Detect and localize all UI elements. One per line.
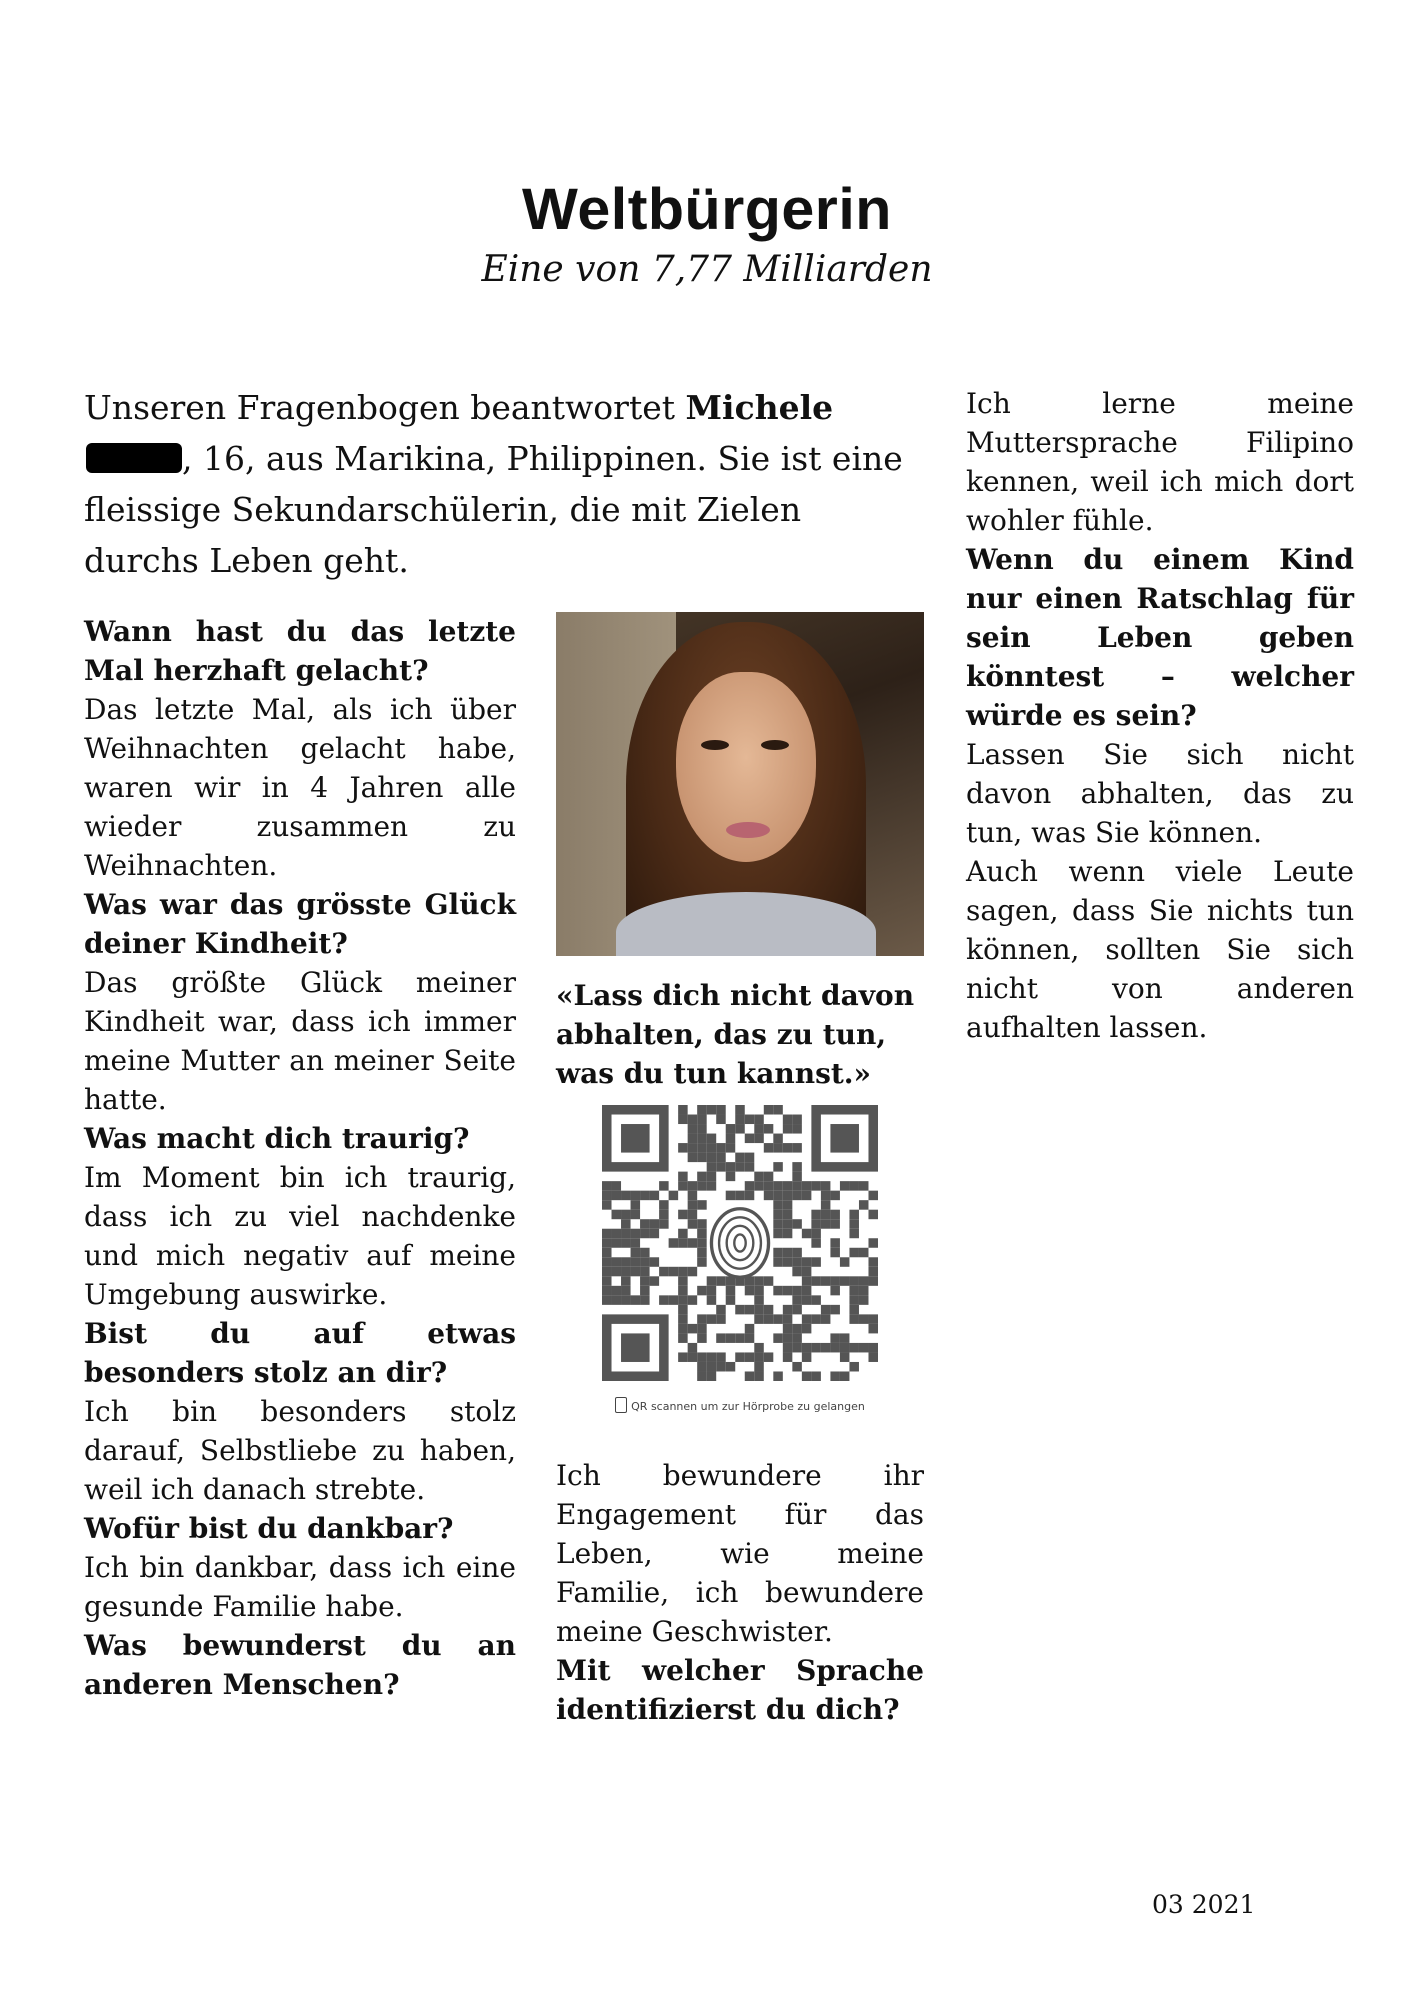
- intro-rest: , 16, aus Marikina, Philippinen. Sie ist eine fleissige Sekundarschülerin, die mit Zielen durchs Leben geht.: [84, 439, 903, 580]
- answer: Ich bin dankbar, dass ich eine gesunde Familie habe.: [84, 1551, 516, 1623]
- page-title: Weltbürgerin: [522, 177, 892, 242]
- answer: Ich lerne meine Muttersprache Filipino kennen, weil ich mich dort wohler fühle.: [966, 387, 1354, 537]
- intro-paragraph: [84, 382, 904, 586]
- question: Wofür bist du dankbar?: [84, 1512, 454, 1545]
- question: Bist du auf etwas besonders stolz an dir?: [84, 1317, 516, 1389]
- question: Was macht dich traurig?: [84, 1122, 470, 1155]
- issue-date: 03 2021: [1152, 1890, 1256, 1919]
- pull-quote: «Lass dich nicht davon abhalten, das zu tun, was du tun kannst.»: [556, 979, 915, 1090]
- header: [0, 178, 1414, 291]
- phone-icon: [615, 1397, 627, 1413]
- answer: Auch wenn viele Leute sagen, dass Sie nichts tun können, sollten Sie sich nicht von anderen aufhalten lassen.: [966, 855, 1354, 1044]
- question: Mit welcher Sprache identifizierst du dich?: [556, 1654, 924, 1726]
- question: Wenn du einem Kind nur einen Ratschlag für sein Leben geben könntest – welcher würde es sein?: [966, 543, 1354, 732]
- answer: Im Moment bin ich traurig, dass ich zu viel nachdenke und mich negativ auf meine Umgebung auswirke.: [84, 1161, 516, 1311]
- portrait-photo: [556, 612, 924, 956]
- qr-caption: [556, 1387, 924, 1426]
- question: Wann hast du das letzte Mal herzhaft gelacht?: [84, 615, 516, 687]
- question: Was war das grösste Glück deiner Kindheit?: [84, 888, 516, 960]
- left-column: [84, 612, 516, 1704]
- answer: Ich bewundere ihr Engagement für das Leben, wie meine Familie, ich bewundere meine Geschwister.: [556, 1459, 924, 1648]
- page-subtitle: Eine von 7,77 Milliarden: [481, 248, 933, 290]
- right-column: [966, 384, 1354, 1047]
- qr-caption-text: QR scannen um zur Hörprobe zu gelangen: [631, 1400, 865, 1413]
- answer: Ich bin besonders stolz darauf, Selbstliebe zu haben, weil ich danach strebte.: [84, 1395, 516, 1506]
- question: Was bewunderst du an anderen Menschen?: [84, 1629, 516, 1701]
- qr-block: [556, 1105, 924, 1426]
- answer: Das größte Glück meiner Kindheit war, dass ich immer meine Mutter an meiner Seite hatte.: [84, 966, 516, 1116]
- answer: Das letzte Mal, als ich über Weihnachten gelacht habe, waren wir in 4 Jahren alle wieder zusammen zu Weihnachten.: [84, 693, 516, 882]
- answer: Lassen Sie sich nicht davon abhalten, das zu tun, was Sie können.: [966, 738, 1354, 849]
- redaction-bar: [86, 443, 182, 473]
- person-name: Michele: [685, 388, 834, 427]
- middle-column: [556, 612, 924, 1729]
- intro-lead: Unseren Fragenbogen beantwortet: [84, 388, 686, 427]
- qr-code[interactable]: [602, 1105, 878, 1381]
